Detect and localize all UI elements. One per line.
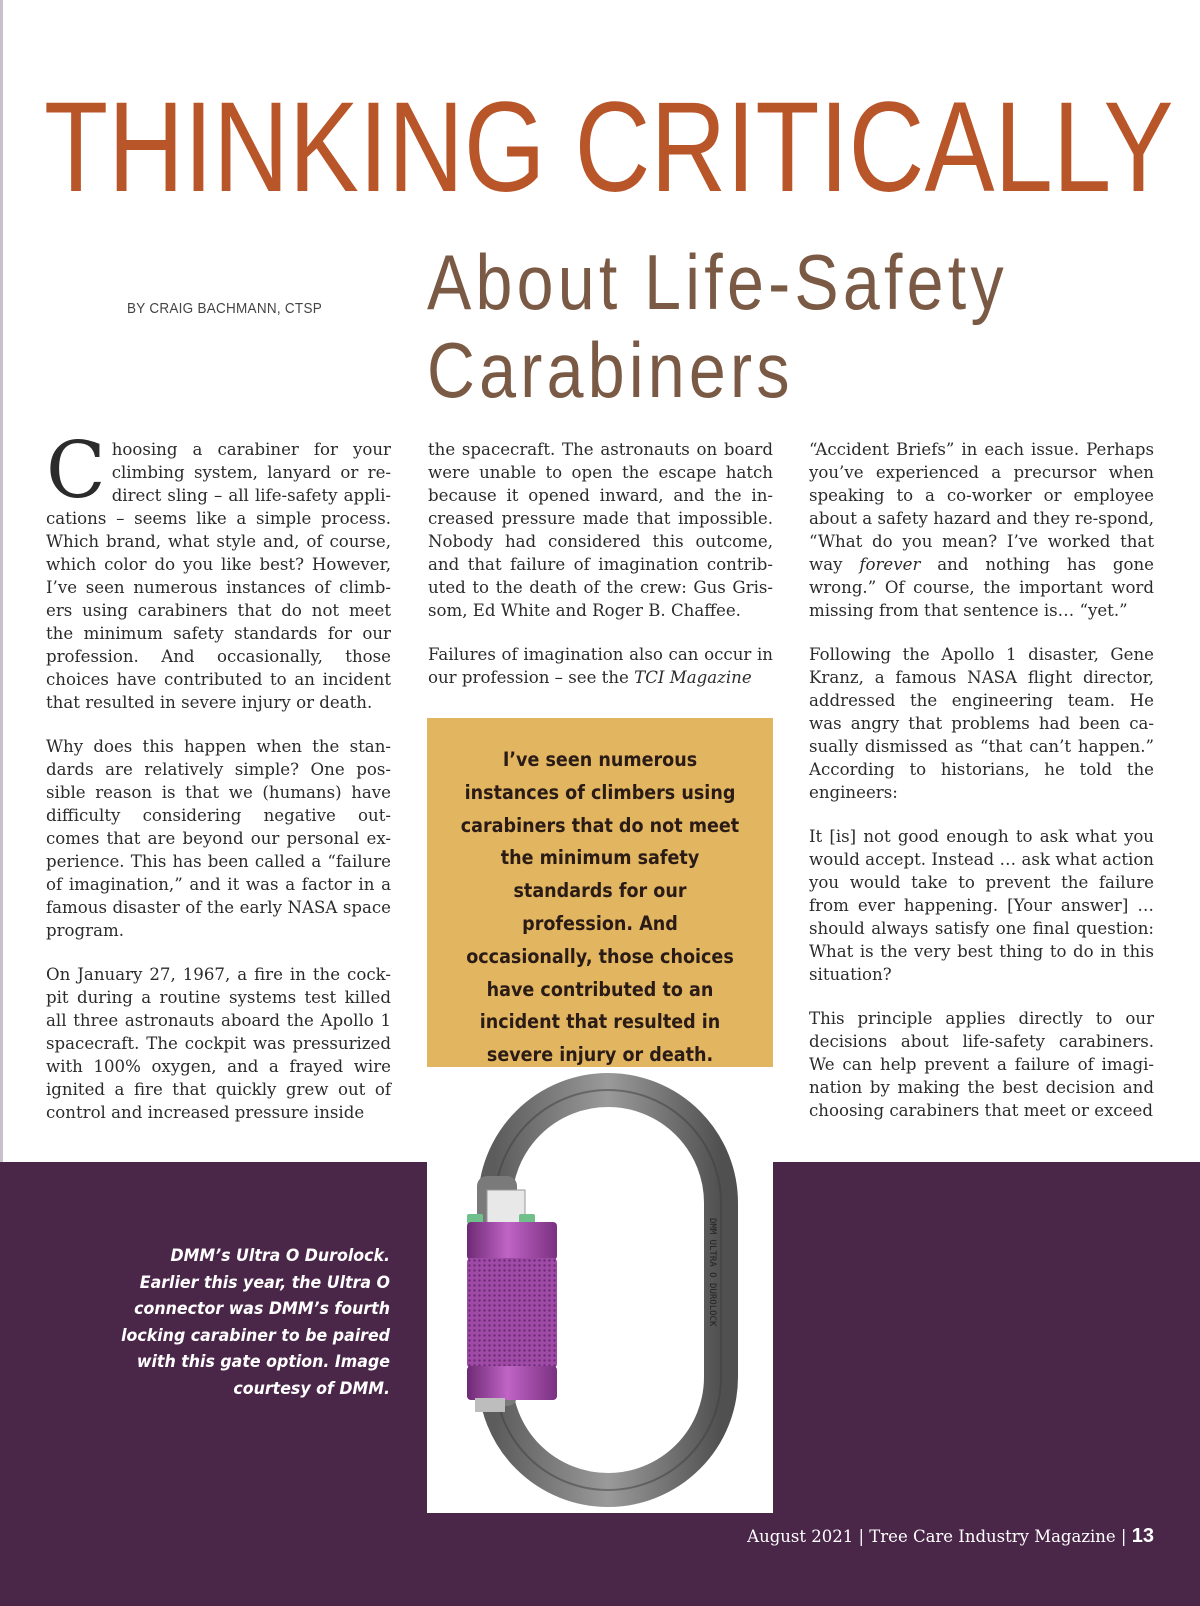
quote-paragraph: It [is] not good enough to ask what you would accept. Instead … ask what action you would take to prevent the failure from ever happening. [Your answer] … should always satisfy one final question: What is the very best thing to do in this situation?	[809, 827, 1154, 984]
drop-cap: C	[46, 426, 106, 516]
paragraph-text: “Accident Briefs” in each issue. Perhaps you’ve experienced a precursor when speaking to a co-worker or employee about a safety hazard and they re-spond, “What do you mean? I’ve worked that way	[809, 440, 1154, 574]
locking-sleeve-top	[467, 1222, 557, 1260]
paragraph	[46, 426, 391, 714]
paragraph: This principle applies directly to our decisions about life-safety carabiners. We can help prevent a failure of imagi-nation by making the best decision and choosing carabiners that meet or exceed	[809, 1009, 1154, 1120]
pull-quote-box	[427, 718, 773, 1067]
page-edge	[0, 0, 3, 1162]
carabiner-engraving: DMM ULTRA O DUROLOCK	[707, 1218, 717, 1327]
paragraph-text: and nothing has gone wrong.” Of course, the important word missing from that sentence is… “yet.”	[809, 555, 1154, 620]
article-column-2	[428, 438, 773, 710]
paragraph: Why does this happen when the stan-dards are relatively simple? One pos-sible reason is that we (humans) have difficulty considering negative out-comes that are beyond our personal ex-perience. This has been called a “failure of imagination,” and it was a factor in a famous disaster of the early NASA space program.	[46, 737, 391, 940]
article-column-3	[809, 438, 1154, 1143]
subhead-line-2: Carabiners	[427, 326, 794, 414]
headline: THINKING CRITICALLY	[44, 76, 1174, 219]
locking-sleeve-knurl	[467, 1258, 557, 1368]
paragraph: On January 27, 1967, a fire in the cock-pit during a routine systems test killed all three astronauts aboard the Apollo 1 spacecraft. The cockpit was pressurized with 100% oxygen, and a frayed wire ignited a fire that quickly grew out of control and increased pressure inside	[46, 965, 391, 1122]
byline: BY CRAIG BACHMANN, CTSP	[127, 300, 323, 317]
carabiner-image	[427, 1068, 773, 1513]
paragraph	[809, 438, 1154, 622]
carabiner-photo	[427, 1068, 773, 1513]
footer-issue: August 2021 | Tree Care Industry Magazine |	[747, 1527, 1127, 1546]
article-column-1	[46, 426, 391, 1145]
paragraph-text: Failures of imagination also can occur in our profession – see the	[428, 645, 773, 687]
pull-quote-text: I’ve seen numerous instances of climbers using carabiners that do not meet the minimum safety standards for our profession. And occasionally, those choices have contributed to an incident that resulted in severe injury or death.	[460, 748, 740, 1067]
paragraph	[428, 643, 773, 689]
emphasis: forever	[859, 555, 921, 574]
paragraph: Following the Apollo 1 disaster, Gene Kranz, a famous NASA flight director, addressed the engineering team. He was angry that problems had been ca-sually dismissed as “that can’t happen.” According to historians, he told the engineers:	[809, 645, 1154, 802]
subhead-line-1: About Life-Safety	[427, 238, 1008, 326]
locking-sleeve-bottom	[467, 1366, 557, 1400]
subhead	[427, 238, 1008, 414]
page-footer	[747, 1525, 1154, 1548]
paragraph-text: hoosing a carabiner for your climbing system, lanyard or re-direct sling – all life-safety appli-cations – seems like a simple process. Which brand, what style and, of course, which color do you like best? However, I’ve seen numerous instances of climb-ers using carabiners that do not meet the minimum safety standards for our profession. And occasionally, those choices have contributed to an incident that resulted in severe injury or death.	[46, 440, 391, 712]
page-number: 13	[1131, 1525, 1154, 1547]
paragraph: the spacecraft. The astronauts on board were unable to open the escape hatch because it opened inward, and the in-creased pressure made that impossible. Nobody had considered this outcome, and that failure of imagination contrib-uted to the death of the crew: Gus Gris-som, Ed White and Roger B. Chaffee.	[428, 440, 773, 620]
magazine-title: TCI Magazine	[634, 668, 752, 687]
photo-caption: DMM’s Ultra O Durolock. Earlier this year, the Ultra O connector was DMM’s fourth locking carabiner to be paired with this gate option. Image courtesy of DMM.	[121, 1246, 390, 1399]
